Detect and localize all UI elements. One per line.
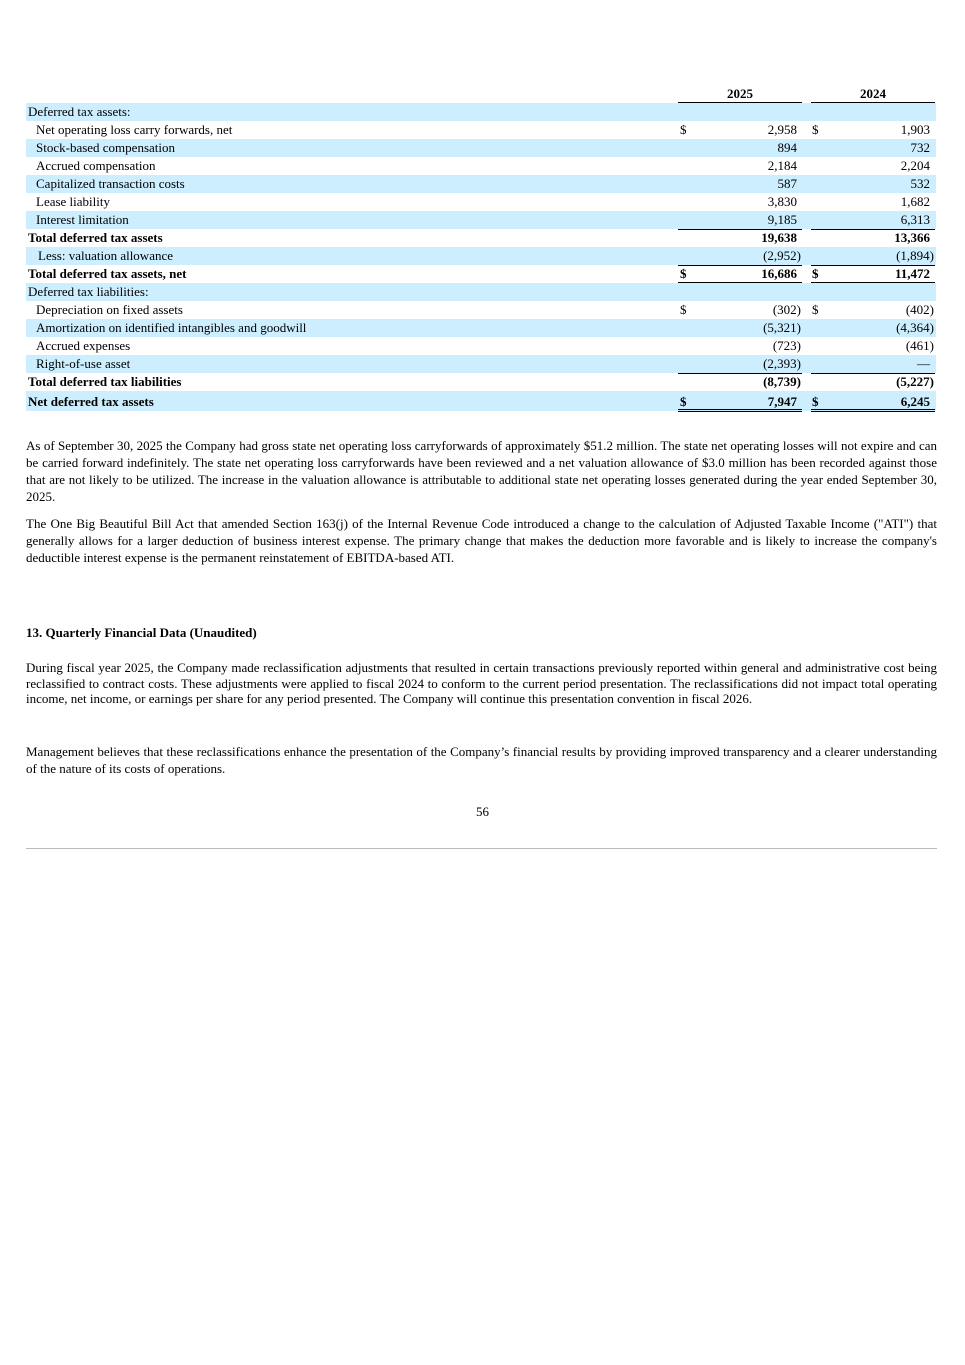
- table-row: [26, 265, 936, 283]
- value-2025: (8,739): [763, 374, 801, 389]
- row-label: Total deferred tax liabilities: [28, 374, 182, 389]
- value-2025: 19,638: [761, 230, 797, 245]
- table-row: [26, 247, 936, 265]
- row-label: Deferred tax liabilities:: [28, 284, 149, 299]
- currency-symbol: $: [680, 302, 687, 317]
- currency-symbol: $: [812, 394, 819, 409]
- currency-symbol: $: [680, 394, 687, 409]
- value-2025: 2,184: [767, 158, 797, 173]
- table-row: [26, 319, 936, 337]
- value-2025: (302): [772, 302, 801, 317]
- value-2024: 11,472: [894, 266, 930, 281]
- deferred-tax-table: [26, 84, 936, 411]
- value-2025: 894: [777, 140, 797, 155]
- value-2025: (723): [772, 338, 801, 353]
- obbba-paragraph: The One Big Beautiful Bill Act that amended Section 163(j) of the Internal Revenue Code introduced a change to the calculation of Adjusted Taxable Income ("ATI") that generally allows for a larger deduction of business interest expense. The primary change that makes the deduction more favorable and is likely to increase the company's deductible interest expense is the permanent reinstatement of EBITDA-based ATI.: [26, 516, 937, 565]
- section-heading: 13. Quarterly Financial Data (Unaudited): [26, 625, 257, 640]
- table-row: [26, 175, 936, 193]
- table-row: [26, 103, 936, 121]
- row-label: Total deferred tax assets, net: [28, 266, 187, 281]
- row-label: Depreciation on fixed assets: [36, 302, 183, 317]
- value-2024: (5,227): [896, 374, 934, 389]
- value-2024: 1,903: [900, 122, 930, 137]
- value-2024: 732: [910, 140, 930, 155]
- row-label: Net deferred tax assets: [28, 394, 154, 409]
- value-2025: (5,321): [763, 320, 801, 335]
- row-label: Interest limitation: [36, 212, 129, 227]
- currency-symbol: $: [812, 302, 819, 317]
- currency-symbol: $: [680, 122, 687, 137]
- value-2024: (402): [905, 302, 934, 317]
- page-divider: [26, 848, 937, 849]
- table-row: [26, 355, 936, 373]
- table-row: [26, 139, 936, 157]
- value-2024: (1,894): [896, 248, 934, 263]
- currency-symbol: $: [812, 122, 819, 137]
- table-row: [26, 193, 936, 211]
- table-row: [26, 391, 936, 411]
- management-paragraph: Management believes that these reclassifications enhance the presentation of the Company’s financial results by providing improved transparency and a clearer understanding of the nature of its costs of operations.: [26, 744, 937, 776]
- row-label: Total deferred tax assets: [28, 230, 163, 245]
- row-label: Lease liability: [36, 194, 111, 209]
- row-label: Stock-based compensation: [36, 140, 175, 155]
- page-number: 56: [476, 804, 489, 819]
- value-2025: 16,686: [761, 266, 797, 281]
- currency-symbol: $: [812, 266, 819, 281]
- row-label: Capitalized transaction costs: [36, 176, 185, 191]
- table-row: [26, 121, 936, 139]
- value-2024: 6,313: [900, 212, 930, 227]
- value-2024: 1,682: [900, 194, 930, 209]
- total-double-rule: [811, 409, 935, 412]
- row-label: Accrued expenses: [36, 338, 131, 353]
- column-header-2024: 2024: [811, 86, 935, 103]
- table-header: [26, 84, 936, 103]
- nol-paragraph: As of September 30, 2025 the Company had gross state net operating loss carryforwards of approximately $51.2 million. The state net operating losses will not expire and can be carried forward indefinitely. The state net operating loss carryforwards have been reviewed and a net valuation allowance of $3.0 million has been recorded against those that are not likely to be utilized. The increase in the valuation allowance is attributable to additional state net operating losses generated during the year ended September 30, 2025.: [26, 438, 937, 504]
- value-2025: (2,952): [763, 248, 801, 263]
- row-label: Net operating loss carry forwards, net: [36, 122, 233, 137]
- table-row: [26, 229, 936, 247]
- reclassification-paragraph: During fiscal year 2025, the Company made reclassification adjustments that resulted in certain transactions previously reported within general and administrative cost being reclassified to contract costs. These adjustments were applied to fiscal 2024 to conform to the current period presentation. The reclassifications did not impact total operating income, net income, or earnings per share for any period presented. The Company will continue this presentation convention in fiscal 2026.: [26, 660, 937, 706]
- table-row: [26, 337, 936, 355]
- table-row: [26, 157, 936, 175]
- value-2025: (2,393): [763, 356, 801, 371]
- column-header-2025: 2025: [678, 86, 802, 103]
- value-2025: 587: [777, 176, 797, 191]
- value-2025: 2,958: [767, 122, 797, 137]
- table-row: [26, 211, 936, 229]
- value-2024: 532: [910, 176, 930, 191]
- table-row: [26, 373, 936, 391]
- value-2025: 9,185: [767, 212, 797, 227]
- value-2024: 2,204: [900, 158, 930, 173]
- value-2024: 13,366: [894, 230, 930, 245]
- row-label: Accrued compensation: [36, 158, 156, 173]
- total-double-rule: [678, 409, 802, 412]
- row-label: Right-of-use asset: [36, 356, 131, 371]
- table-row: [26, 283, 936, 301]
- currency-symbol: $: [680, 266, 687, 281]
- table-row: [26, 301, 936, 319]
- value-2024: (4,364): [896, 320, 934, 335]
- row-label: Amortization on identified intangibles and goodwill: [36, 320, 307, 335]
- row-label: Deferred tax assets:: [28, 104, 131, 119]
- value-2024: —: [917, 356, 930, 371]
- value-2025: 7,947: [767, 394, 797, 409]
- value-2024: 6,245: [900, 394, 930, 409]
- value-2025: 3,830: [767, 194, 797, 209]
- row-label: Less: valuation allowance: [38, 248, 174, 263]
- value-2024: (461): [905, 338, 934, 353]
